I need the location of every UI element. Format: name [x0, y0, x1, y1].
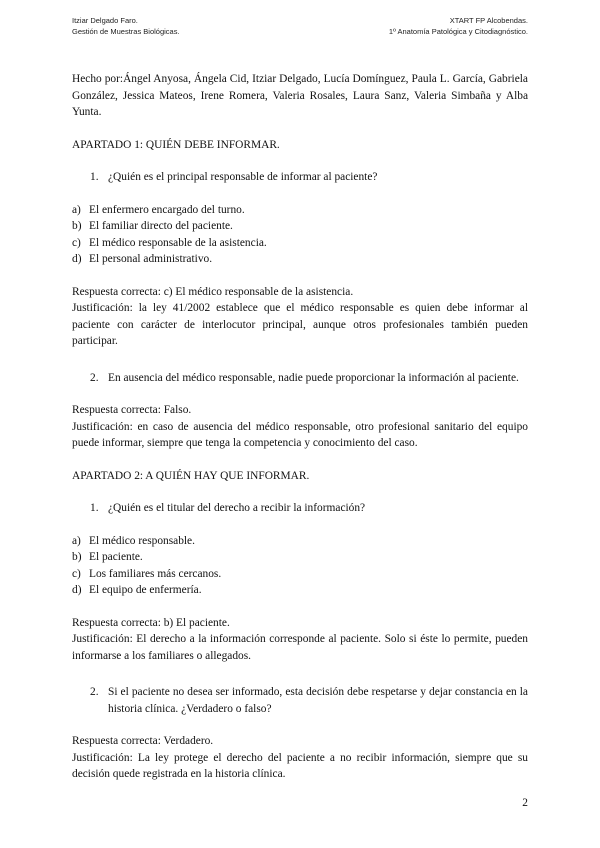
option-letter: a)	[72, 534, 81, 547]
option-item	[72, 218, 528, 235]
section2-title: APARTADO 2: A QUIÉN HAY QUE INFORMAR.	[72, 469, 310, 482]
header-left	[72, 16, 180, 37]
option-letter: c)	[72, 567, 81, 580]
question-number: 1.	[90, 171, 99, 183]
answer-text: Respuesta correcta: c) El médico responsable de la asistencia.	[72, 285, 354, 298]
question-text: ¿Quién es el principal responsable de informar al paciente?	[108, 171, 378, 183]
page-number: 2	[522, 797, 528, 809]
document-body	[72, 71, 528, 783]
header-school: XTART FP Alcobendas.	[449, 16, 528, 25]
section1-question-1	[72, 169, 528, 186]
question-number: 1.	[90, 502, 99, 514]
header-author: Itziar Delgado Faro.	[72, 16, 138, 25]
option-item	[72, 533, 528, 550]
option-text: El médico responsable.	[89, 534, 195, 547]
option-item	[72, 582, 528, 599]
section2-question-2	[72, 684, 528, 717]
option-text: El enfermero encargado del turno.	[89, 203, 245, 216]
header-course: 1º Anatomía Patológica y Citodiagnóstico.	[388, 26, 528, 36]
option-text: El paciente.	[89, 551, 143, 563]
option-text: Los familiares más cercanos.	[89, 567, 222, 580]
section2-question-1	[72, 500, 528, 517]
justification-text: Justificación: La ley protege el derecho del paciente a no recibir información, siempre que su decisión quede registrada en la historia clínica.	[72, 751, 528, 780]
option-item	[72, 251, 528, 268]
option-text: El médico responsable de la asistencia.	[89, 236, 267, 249]
option-text: El personal administrativo.	[89, 253, 213, 265]
answer-text: Respuesta correcta: Falso.	[72, 404, 192, 416]
option-item	[72, 549, 528, 566]
option-item	[72, 566, 528, 583]
option-letter: b)	[72, 220, 82, 232]
question-text: ¿Quién es el titular del derecho a recibir la información?	[108, 502, 366, 514]
section1-title: APARTADO 1: QUIÉN DEBE INFORMAR.	[72, 138, 280, 151]
answer-text: Respuesta correcta: b) El paciente.	[72, 616, 230, 629]
question-text: En ausencia del médico responsable, nadie puede proporcionar la información al paciente.	[108, 371, 519, 384]
option-text: El familiar directo del paciente.	[89, 220, 233, 232]
option-letter: d)	[72, 253, 82, 265]
justification-text: Justificación: El derecho a la información corresponde al paciente. Solo si éste lo permite, pueden informarse a los familiares o allegados.	[72, 633, 528, 662]
question-number: 2.	[90, 371, 99, 384]
option-letter: d)	[72, 584, 82, 596]
header-subject: Gestión de Muestras Biológicas.	[72, 26, 180, 36]
header-right	[389, 16, 528, 37]
question-text: Si el paciente no desea ser informado, esta decisión debe respetarse y dejar constancia en la historia clínica. ¿Verdadero o falso?	[108, 686, 528, 715]
option-item	[72, 235, 528, 252]
option-item	[72, 202, 528, 219]
answer-text: Respuesta correcta: Verdadero.	[72, 735, 214, 747]
option-letter: a)	[72, 203, 81, 216]
option-letter: c)	[72, 236, 81, 249]
section1-question-2	[72, 370, 528, 387]
question-number: 2.	[90, 686, 99, 698]
justification-text: Justificación: la ley 41/2002 establece que el médico responsable es quien debe informar al paciente con carácter de interlocutor principal, aunque otros profesionales también pueden participar.	[72, 302, 528, 347]
option-letter: b)	[72, 551, 82, 563]
authors-paragraph: Hecho por:Ángel Anyosa, Ángela Cid, Itziar Delgado, Lucía Domínguez, Paula L. García, Gabriela González, Jessica Mateos, Irene Romera, Valeria Rosales, Laura Sanz, Valeria Simbaña y Alba Yunta.	[72, 73, 528, 118]
option-text: El equipo de enfermería.	[89, 584, 202, 596]
justification-text: Justificación: en caso de ausencia del médico responsable, otro profesional sanitario del equipo puede informar, siempre que tenga la competencia y conocimiento del caso.	[72, 420, 528, 449]
